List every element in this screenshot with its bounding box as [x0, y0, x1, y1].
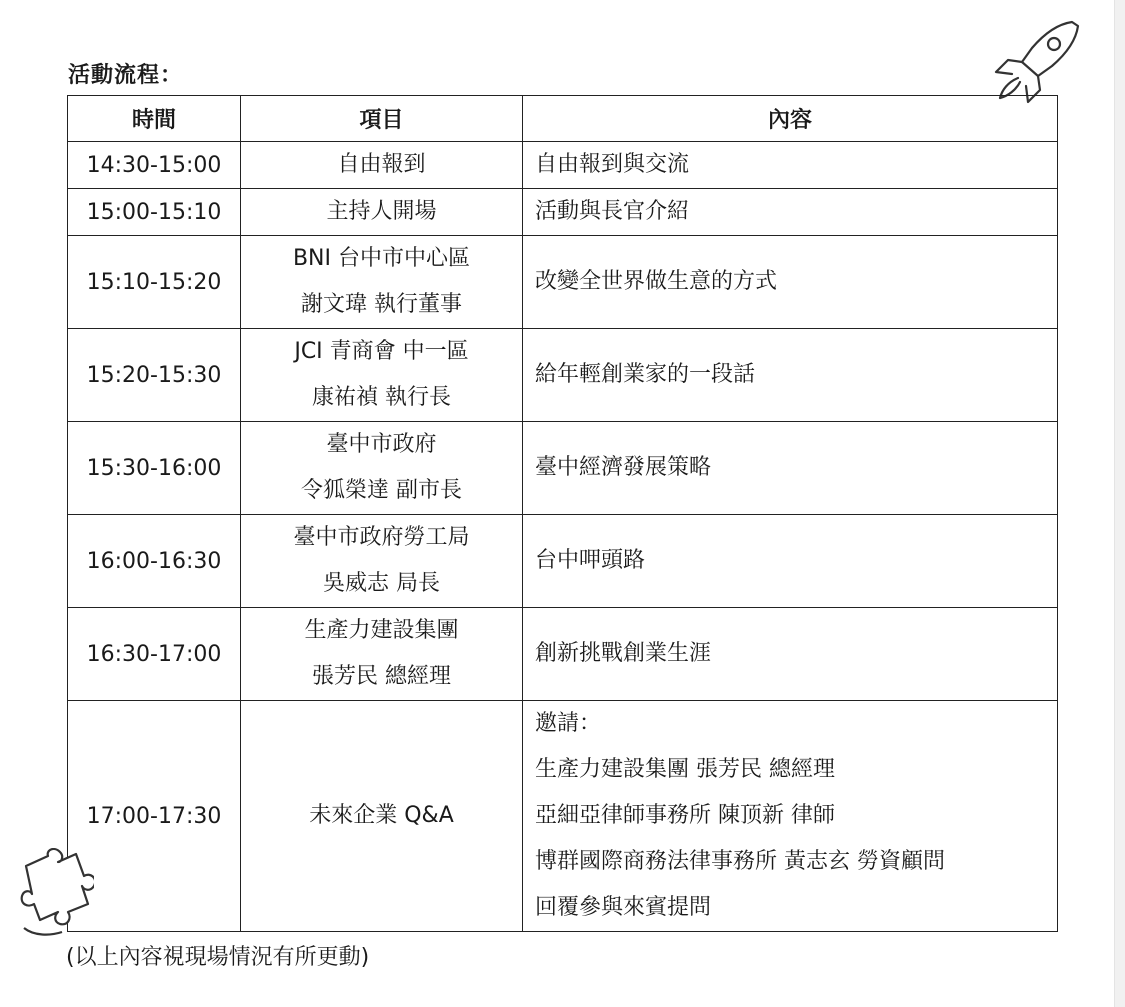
agenda-table: [67, 95, 1058, 932]
row-content: [523, 515, 1058, 608]
row-time: 14:30-15:00: [68, 142, 241, 189]
row-time: 15:20-15:30: [68, 329, 241, 422]
row-item-line: 自由報到: [337, 152, 426, 177]
row-item-line: BNI 台中市中心區: [292, 246, 471, 271]
table-row: [68, 701, 1058, 932]
row-item-line: 吳威志 局長: [323, 571, 440, 596]
table-row: [68, 189, 1058, 236]
row-item-line: 未來企業 Q&A: [309, 803, 454, 828]
row-content-line: 生產力建設集團 張芳民 總經理: [535, 757, 835, 782]
page-scrollbar-edge: [1114, 0, 1125, 1007]
row-item-line: 謝文瑋 執行董事: [301, 292, 462, 317]
header-time: 時間: [68, 96, 241, 142]
row-content-line: 改變全世界做生意的方式: [535, 269, 778, 294]
row-content-line: 邀請：: [535, 711, 602, 736]
row-item: [241, 329, 523, 422]
row-content: [523, 329, 1058, 422]
row-item: [241, 142, 523, 189]
row-content: [523, 189, 1058, 236]
row-item: [241, 515, 523, 608]
table-row: [68, 142, 1058, 189]
row-item-line: 張芳民 總經理: [312, 664, 451, 689]
row-content-line: 創新挑戰創業生涯: [535, 641, 712, 666]
row-item: [241, 422, 523, 515]
rocket-icon: [988, 16, 1084, 106]
row-time: 16:00-16:30: [68, 515, 241, 608]
row-content: [523, 422, 1058, 515]
row-content-line: 亞細亞律師事務所 陳顶新 律師: [535, 803, 835, 828]
row-item-line: 生產力建設集團: [304, 618, 459, 643]
row-content: [523, 142, 1058, 189]
row-item-line: 主持人開場: [326, 199, 437, 224]
table-row: [68, 515, 1058, 608]
table-row: [68, 236, 1058, 329]
row-item: [241, 701, 523, 932]
row-item-line: JCI 青商會 中一區: [294, 339, 469, 364]
row-item: [241, 236, 523, 329]
table-row: [68, 608, 1058, 701]
agenda-heading: 活動流程：: [68, 63, 184, 88]
row-content: [523, 701, 1058, 932]
row-time: 15:00-15:10: [68, 189, 241, 236]
table-header-row: [68, 96, 1058, 142]
row-content-line: 活動與長官介紹: [535, 199, 690, 224]
row-item-line: 臺中市政府勞工局: [293, 525, 470, 550]
row-content-line: 台中呷頭路: [535, 548, 646, 573]
header-item: 項目: [241, 96, 523, 142]
row-content: [523, 236, 1058, 329]
row-time: 15:30-16:00: [68, 422, 241, 515]
row-content-line: 回覆參與來賓提問: [535, 895, 712, 920]
row-content-line: 博群國際商務法律事務所 黃志玄 勞資顧問: [535, 849, 945, 874]
table-row: [68, 422, 1058, 515]
footnote: (以上內容視現場情況有所更動): [66, 945, 370, 970]
row-content-line: 給年輕創業家的一段話: [535, 362, 756, 387]
row-time: 16:30-17:00: [68, 608, 241, 701]
row-time: 17:00-17:30: [68, 701, 241, 932]
header-content: 內容: [523, 96, 1058, 142]
row-item: [241, 608, 523, 701]
row-item-line: 令狐榮達 副市長: [301, 478, 462, 503]
row-item-line: 臺中市政府: [326, 432, 437, 457]
table-row: [68, 329, 1058, 422]
row-content: [523, 608, 1058, 701]
row-item-line: 康祐禎 執行長: [312, 385, 451, 410]
row-content-line: 臺中經濟發展策略: [535, 455, 712, 480]
row-time: 15:10-15:20: [68, 236, 241, 329]
row-content-line: 自由報到與交流: [535, 152, 690, 177]
row-item: [241, 189, 523, 236]
puzzle-piece-icon: [14, 848, 94, 940]
